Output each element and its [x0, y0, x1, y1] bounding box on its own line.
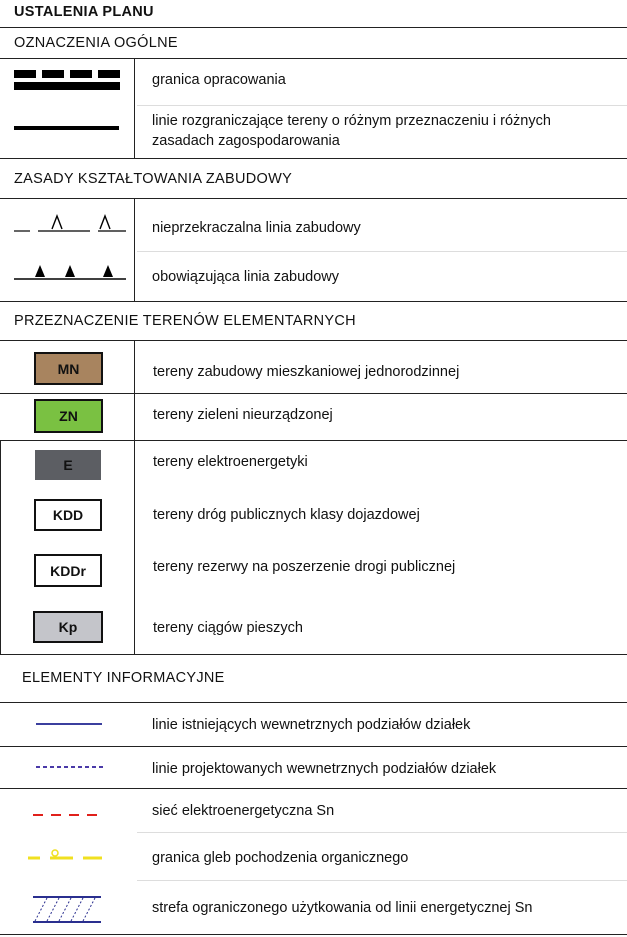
- divider: [0, 654, 627, 655]
- organic-soil-boundary-symbol: [28, 849, 102, 863]
- mandatory-building-line-symbol: [14, 260, 126, 282]
- zone-code-box-kddr: [34, 554, 102, 587]
- zone-label: tereny dróg publicznych klasy dojazdowej: [153, 507, 420, 523]
- divider: [0, 58, 627, 59]
- divider: [0, 702, 627, 703]
- left-border: [0, 440, 1, 654]
- section-building-header: ZASADY KSZTAŁTOWANIA ZABUDOWY: [14, 171, 293, 187]
- zone-label: tereny elektroenergetyki: [153, 454, 308, 470]
- zone-code-box-kp: [33, 611, 103, 643]
- study-boundary-symbol: [14, 68, 120, 94]
- zone-code-box-mn: [34, 352, 103, 385]
- row-separator: [137, 832, 627, 833]
- divider: [0, 440, 627, 441]
- info-item-label: granica gleb pochodzenia organicznego: [152, 850, 409, 866]
- section-general-header: OZNACZENIA OGÓLNE: [14, 35, 178, 51]
- zone-code-box-kdd: [34, 499, 102, 531]
- section-zoning-header: PRZEZNACZENIE TERENÓW ELEMENTARNYCH: [14, 313, 356, 329]
- zone-code: KDDr: [50, 562, 86, 579]
- zone-code: ZN: [59, 408, 78, 424]
- zone-label: tereny rezerwy na poszerzenie drogi publicznej: [153, 559, 456, 575]
- legend-title: USTALENIA PLANU: [14, 4, 154, 20]
- demarcation-line-symbol: [14, 126, 119, 130]
- divider: [0, 27, 627, 28]
- general-item-label-line1: linie rozgraniczające tereny o różnym przeznaczeniu i różnych: [152, 113, 551, 129]
- section-info-header: ELEMENTY INFORMACYJNE: [22, 670, 225, 686]
- zone-code-box-zn: [34, 399, 103, 433]
- divider: [0, 301, 627, 302]
- row-separator: [137, 251, 627, 252]
- column-divider: [134, 198, 135, 301]
- zone-code: E: [63, 457, 73, 473]
- non-exceedable-building-line-symbol: [14, 212, 126, 234]
- zone-code-box-e: [35, 450, 101, 480]
- projected-plot-division-line-symbol: [36, 764, 104, 770]
- row-separator: [137, 105, 627, 106]
- divider: [0, 934, 627, 935]
- divider: [0, 788, 627, 789]
- zone-code: Kp: [58, 619, 78, 635]
- divider: [0, 340, 627, 341]
- info-item-label: strefa ograniczonego użytkowania od linii energetycznej Sn: [152, 900, 533, 916]
- building-item-label: nieprzekraczalna linia zabudowy: [152, 220, 361, 236]
- info-item-label: sieć elektroenergetyczna Sn: [152, 803, 335, 819]
- zone-code: KDD: [52, 507, 84, 523]
- divider: [0, 198, 627, 199]
- zone-label: tereny ciągów pieszych: [153, 620, 303, 636]
- zone-code: MN: [57, 360, 80, 377]
- column-divider: [134, 340, 135, 654]
- general-item-label-line2: zasadach zagospodarowania: [152, 133, 340, 149]
- divider: [0, 158, 627, 159]
- info-item-label: linie projektowanych wewnetrznych podziałów działek: [152, 761, 497, 777]
- building-item-label: obowiązująca linia zabudowy: [152, 269, 340, 285]
- divider: [0, 746, 627, 747]
- zone-label: tereny zabudowy mieszkaniowej jednorodzinnej: [153, 364, 460, 380]
- medium-voltage-network-symbol: [33, 812, 101, 818]
- restricted-use-zone-symbol: [33, 894, 101, 924]
- divider: [0, 393, 627, 394]
- info-item-label: linie istniejących wewnetrznych podziałów działek: [152, 717, 471, 733]
- general-item-label: granica opracowania: [152, 72, 286, 88]
- column-divider: [134, 58, 135, 158]
- existing-plot-division-line-symbol: [36, 723, 102, 725]
- row-separator: [137, 880, 627, 881]
- zone-label: tereny zieleni nieurządzonej: [153, 407, 333, 423]
